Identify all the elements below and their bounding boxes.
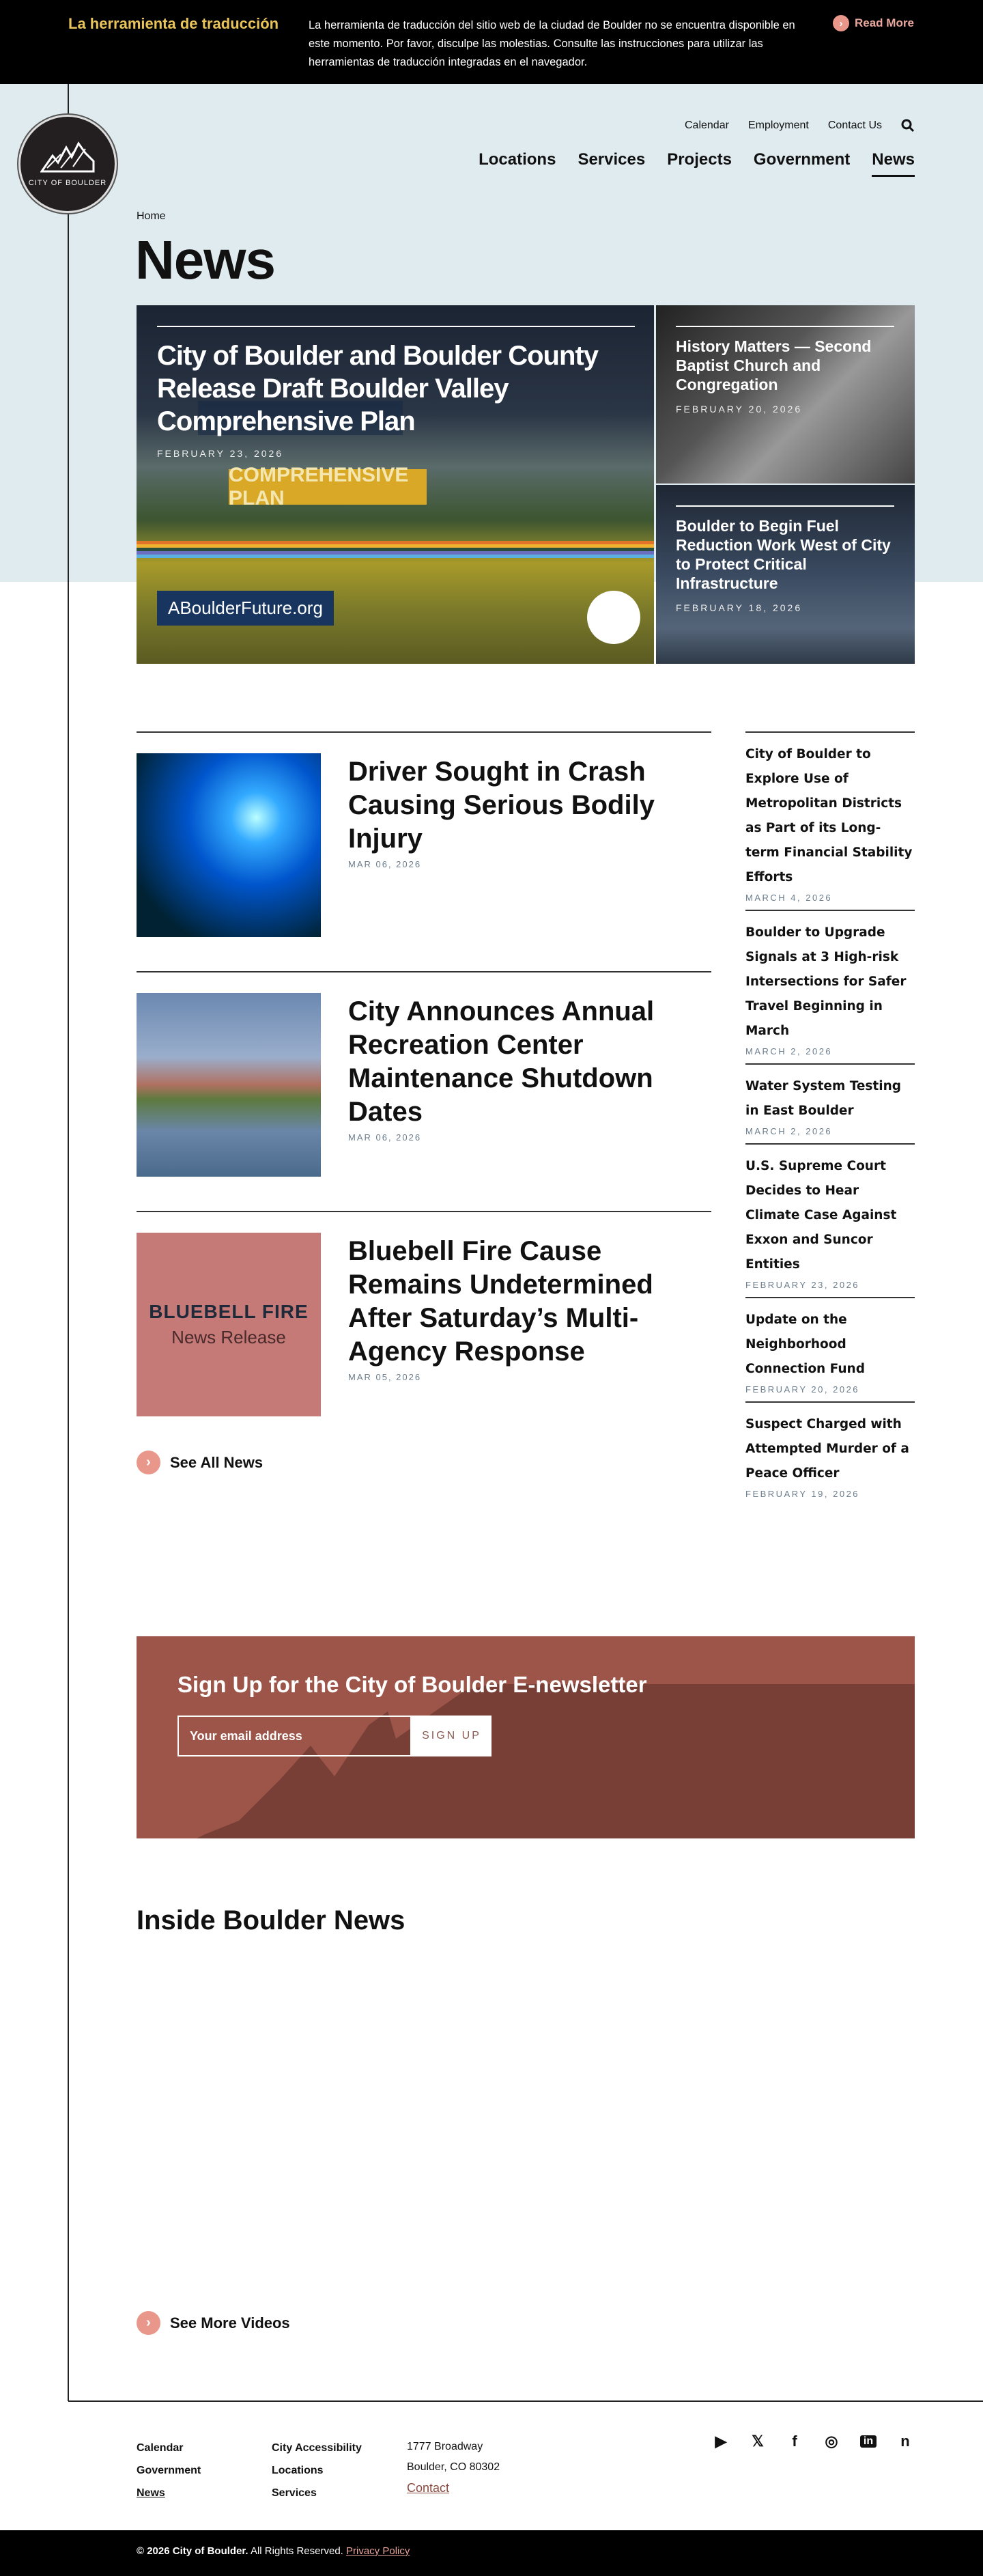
divider [137, 731, 711, 733]
article-image[interactable] [137, 1233, 321, 1416]
hero-stripe [137, 541, 654, 558]
social-links [713, 2433, 913, 2450]
hero-text-group [157, 339, 642, 509]
sidebar-title[interactable]: U.S. Supreme Court Decides to Hear Climate Case Against Exxon and Suncor Entities [745, 1159, 897, 1272]
sidebar-title[interactable]: Update on the Neighborhood Connection Fund [745, 1313, 865, 1376]
hero-title[interactable]: City of Boulder and Boulder County Release Draft Boulder Valley Comprehensive Plan [157, 341, 598, 436]
article-title[interactable]: Driver Sought in Crash Causing Serious Bodily Injury [348, 757, 655, 854]
sidebar-date: FEBRUARY 19, 2026 [745, 1489, 860, 1499]
hero-side-title[interactable]: Boulder to Begin Fuel Reduction Work West of City to Protect Critical Infrastructure [676, 517, 891, 592]
sidebar-date: MARCH 2, 2026 [745, 1126, 833, 1136]
footer-services[interactable]: Services [272, 2487, 317, 2499]
newsletter-title: Sign Up for the City of Boulder E-newsletter [177, 1672, 647, 1697]
article-image[interactable] [137, 753, 321, 937]
sidebar-item[interactable] [745, 1297, 915, 1401]
logo-text: CITY OF BOULDER [28, 179, 107, 187]
sidebar-date: FEBRUARY 20, 2026 [745, 1384, 860, 1395]
decorative-vertical-line [68, 84, 69, 2401]
read-more-link[interactable] [833, 15, 914, 31]
article-date: MAR 06, 2026 [348, 1132, 422, 1143]
hero-side-date: FEBRUARY 18, 2026 [676, 602, 803, 613]
page-title: News [135, 229, 275, 290]
footer-news[interactable]: News [137, 2487, 165, 2499]
x-icon[interactable]: 𝕏 [752, 2433, 764, 2450]
nextdoor-icon[interactable]: n [900, 2433, 910, 2450]
rights-text: All Rights Reserved. [250, 2545, 343, 2557]
divider [137, 1211, 711, 1212]
nav-locations[interactable]: Locations [479, 150, 556, 169]
article-title[interactable]: City Announces Annual Recreation Center Maintenance Shutdown Dates [348, 996, 655, 1127]
copyright-bar [0, 2530, 983, 2576]
see-all-news-link[interactable] [137, 1451, 263, 1474]
youtube-icon[interactable]: ▶ [715, 2433, 727, 2450]
hero-image-url: ABoulderFuture.org [157, 591, 334, 626]
chevron-right-icon: › [137, 2311, 160, 2335]
image-title: BLUEBELL FIRE [149, 1301, 309, 1322]
footer-accessibility[interactable]: City Accessibility [272, 2442, 362, 2454]
main-nav [479, 150, 915, 177]
see-all-label: See All News [170, 1453, 263, 1471]
util-contact[interactable]: Contact Us [827, 120, 882, 131]
sidebar-title[interactable]: Boulder to Upgrade Signals at 3 High-risk Intersections for Safer Travel Beginning in March [745, 925, 907, 1038]
linkedin-icon[interactable]: in [860, 2435, 877, 2448]
banner-text: La herramienta de traducción del sitio web de la ciudad de Boulder no se encuentra disponible en este momento. Por favor, disculpe las molestias. Consulte las instrucciones para utilizar las herramientas de traducción integradas en el navegador. [309, 19, 795, 68]
sidebar-date: MARCH 2, 2026 [745, 1046, 833, 1056]
footer-government[interactable]: Government [137, 2465, 201, 2476]
util-employment[interactable]: Employment [747, 120, 809, 131]
banner-title: La herramienta de traducción [68, 15, 279, 32]
hero-side-date: FEBRUARY 20, 2026 [676, 404, 803, 415]
chevron-right-icon: › [833, 15, 849, 31]
sign-up-button[interactable]: SIGN UP [412, 1716, 492, 1756]
city-seal-icon [587, 591, 640, 644]
article-image[interactable] [137, 993, 321, 1177]
divider [157, 326, 635, 327]
divider [676, 326, 894, 327]
divider [137, 971, 711, 972]
chevron-right-icon: › [137, 1451, 160, 1474]
email-input[interactable] [177, 1716, 412, 1756]
footer-divider [68, 2400, 983, 2402]
city-logo[interactable] [18, 115, 117, 213]
sidebar-title[interactable]: Water System Testing in East Boulder [745, 1079, 902, 1118]
footer-col-2 [272, 2437, 362, 2504]
read-more-label: Read More [855, 16, 914, 29]
sidebar-item[interactable] [745, 1143, 915, 1297]
sidebar-date: FEBRUARY 23, 2026 [745, 1280, 860, 1290]
article-title[interactable]: Bluebell Fire Cause Remains Undetermined After Saturday’s Multi-Agency Response [348, 1236, 653, 1367]
copyright-text: © 2026 City of Boulder. [137, 2545, 248, 2557]
nav-services[interactable]: Services [578, 150, 646, 169]
instagram-icon[interactable]: ◎ [825, 2433, 838, 2450]
util-calendar[interactable]: Calendar [685, 120, 729, 131]
hero-image-text: COMPREHENSIVE PLAN [229, 469, 427, 505]
facebook-icon[interactable]: f [792, 2433, 797, 2450]
sidebar-date: MARCH 4, 2026 [745, 893, 833, 903]
nav-news[interactable]: News [872, 150, 915, 177]
hero-side-item[interactable] [656, 305, 915, 484]
article-date: MAR 05, 2026 [348, 1372, 422, 1382]
sidebar-item[interactable] [745, 731, 915, 910]
sidebar-item[interactable] [745, 910, 915, 1063]
footer-locations[interactable]: Locations [272, 2465, 324, 2476]
footer-col-1 [137, 2437, 201, 2504]
hero-feature[interactable] [137, 305, 654, 664]
inside-boulder-title: Inside Boulder News [137, 1905, 405, 1935]
search-icon[interactable] [901, 119, 915, 132]
newsletter-signup [137, 1636, 915, 1838]
hero-date: FEBRUARY 23, 2026 [157, 448, 284, 459]
footer-address [407, 2437, 500, 2500]
breadcrumb-home[interactable]: Home [137, 210, 166, 222]
sidebar-item[interactable] [745, 1401, 915, 1506]
divider [676, 505, 894, 507]
footer-calendar[interactable]: Calendar [137, 2442, 184, 2454]
see-more-label: See More Videos [170, 2314, 290, 2332]
privacy-policy-link[interactable]: Privacy Policy [346, 2545, 410, 2557]
sidebar-title[interactable]: City of Boulder to Explore Use of Metropolitan Districts as Part of its Long-term Financial Stability Efforts [745, 747, 913, 884]
footer-contact-link[interactable]: Contact [407, 2481, 450, 2495]
nav-projects[interactable]: Projects [667, 150, 732, 169]
article-date: MAR 06, 2026 [348, 859, 422, 869]
see-more-videos-link[interactable] [137, 2311, 290, 2335]
address-line-1: 1777 Broadway [407, 2441, 483, 2452]
sidebar-item[interactable] [745, 1063, 915, 1143]
hero-side-item[interactable] [656, 485, 915, 664]
image-subtitle: News Release [171, 1327, 286, 1347]
hero-side-title[interactable]: History Matters — Second Baptist Church and Congregation [676, 337, 872, 393]
mountain-logo-icon [40, 141, 95, 175]
sidebar-title[interactable]: Suspect Charged with Attempted Murder of a Peace Officer [745, 1417, 909, 1481]
address-line-2: Boulder, CO 80302 [407, 2461, 500, 2473]
news-sidebar [745, 731, 915, 1506]
utility-nav [685, 119, 915, 132]
nav-government[interactable]: Government [753, 150, 851, 169]
